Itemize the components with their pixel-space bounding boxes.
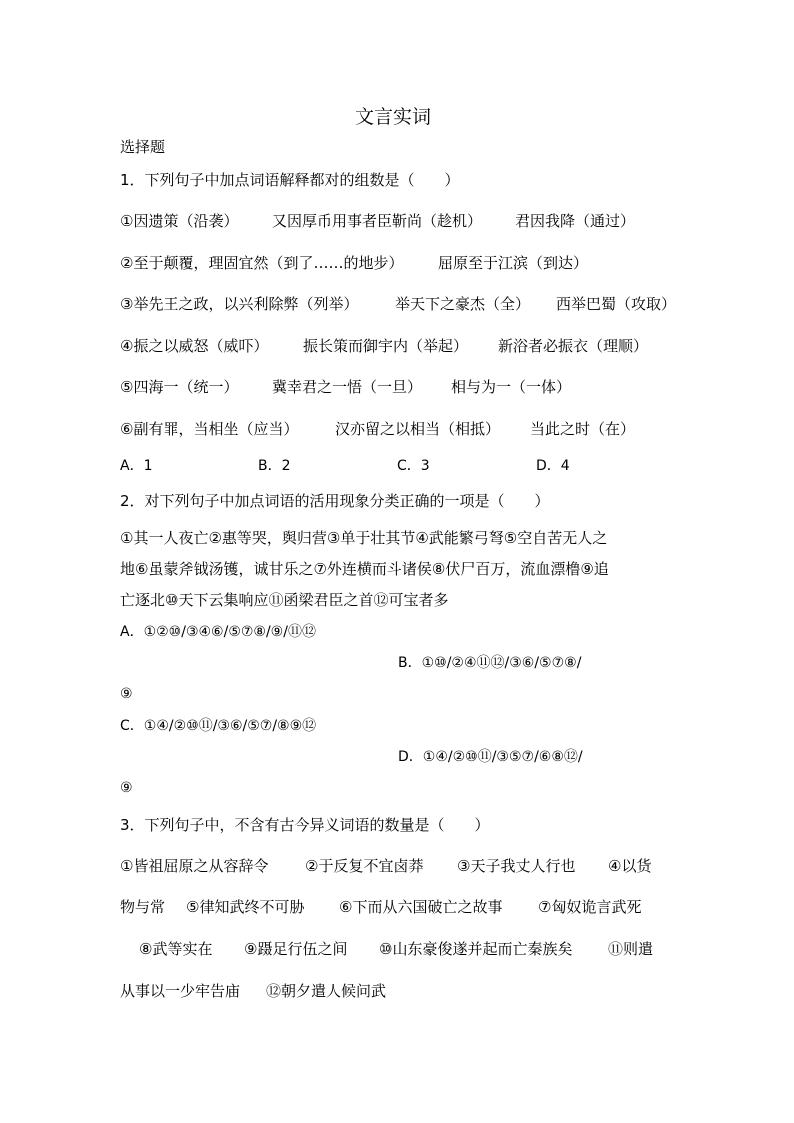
- q1-item-text: 举天下之豪杰（全）: [395, 295, 531, 313]
- q3-clause: ⑩山东豪俊遂并起而亡秦族矣: [379, 940, 573, 958]
- q1-option-d[interactable]: D．4: [536, 458, 570, 474]
- q2-option-c[interactable]: C．①④/②⑩⑪/③⑥/⑤⑦/⑧⑨⑫: [120, 718, 317, 734]
- q1-item-text: ③举先王之政，以兴利除弊（列举）: [120, 295, 359, 313]
- q2-text-line: ①其一人夜亡②惠等哭，舆归营③单于壮其节④武能繁弓弩⑤空自苦无人之: [120, 529, 608, 547]
- q2-option-b-wrap: ⑨: [120, 686, 133, 702]
- q2-stem: 2．对下列句子中加点词语的活用现象分类正确的一项是（ ）: [120, 492, 550, 510]
- q1-stem: 1．下列句子中加点词语解释都对的组数是（ ）: [120, 171, 460, 189]
- q3-clause: ⑪则遣: [608, 940, 654, 958]
- q1-option-c[interactable]: C．3: [397, 458, 430, 474]
- q2-option-a[interactable]: A．①②⑩/③④⑥/⑤⑦⑧/⑨/⑪⑫: [120, 624, 316, 640]
- q3-clause: ⑨蹑足行伍之间: [244, 940, 348, 958]
- q3-clause: ④以货: [608, 857, 652, 875]
- q3-clause: ⑧武等实在: [139, 940, 213, 958]
- q1-option-a[interactable]: A．1: [120, 458, 153, 474]
- section-heading: 选择题: [120, 138, 166, 156]
- q1-item-text: 相与为一（一体）: [451, 378, 572, 396]
- q3-clause: ③天子我丈人行也: [457, 857, 576, 875]
- q1-option-b[interactable]: B．2: [258, 458, 291, 474]
- q2-text-line: 亡逐北⑩天下云集响应⑪函梁君臣之首⑫可宝者多: [120, 591, 449, 609]
- q1-item-text: 西举巴蜀（攻取）: [556, 295, 677, 313]
- q3-clause: ⑦匈奴诡言武死: [538, 898, 642, 916]
- q2-option-b[interactable]: B．①⑩/②④⑪⑫/③⑥/⑤⑦⑧/: [398, 655, 582, 671]
- q1-item-text: ④振之以威怒（威吓）: [120, 337, 269, 355]
- q2-option-d-wrap: ⑨: [120, 780, 133, 796]
- q2-text-line: 地⑥虽蒙斧钺汤镬，诚甘乐之⑦外连横而斗诸侯⑧伏尸百万，流血漂橹⑨追: [120, 560, 609, 578]
- q1-item-text: ⑥副有罪，当相坐（应当）: [120, 420, 299, 438]
- q3-clause: 物与常: [120, 898, 166, 916]
- q1-item-text: 君因我降（通过）: [515, 212, 636, 230]
- q1-item-text: 振长策而御宇内（举起）: [303, 337, 469, 355]
- q1-item-text: 屈原至于江滨（到达）: [438, 254, 589, 272]
- q1-item-text: ⑤四海一（统一）: [120, 378, 239, 396]
- q3-clause: 从事以一少牢告庙: [120, 982, 241, 1000]
- page-title: 文言实词: [355, 106, 432, 128]
- q3-clause: ②于反复不宜卤莽: [305, 857, 424, 875]
- q3-clause: ⑤律知武终不可胁: [186, 898, 305, 916]
- q1-item-text: 冀幸君之一悟（一旦）: [272, 378, 423, 396]
- q3-clause: ①皆祖屈原之从容辞令: [120, 857, 269, 875]
- q3-clause: ⑥下而从六国破亡之故事: [339, 898, 503, 916]
- q3-clause: ⑫朝夕遣人候问武: [266, 982, 387, 1000]
- q2-option-d[interactable]: D．①④/②⑩⑪/③⑤⑦/⑥⑧⑫/: [398, 749, 583, 765]
- q1-item-text: ②至于颠覆，理固宜然（到了……的地步）: [120, 254, 404, 272]
- q3-stem: 3．下列句子中，不含有古今异义词语的数量是（ ）: [120, 816, 490, 834]
- q1-item-text: 新浴者必振衣（理顺）: [498, 337, 649, 355]
- q1-item-text: 汉亦留之以相当（相抵）: [335, 420, 501, 438]
- q1-item-text: 当此之时（在）: [530, 420, 636, 438]
- q1-item-text: ①因遗策（沿袭）: [120, 212, 239, 230]
- q1-item-text: 又因厚币用事者臣靳尚（趁机）: [272, 212, 483, 230]
